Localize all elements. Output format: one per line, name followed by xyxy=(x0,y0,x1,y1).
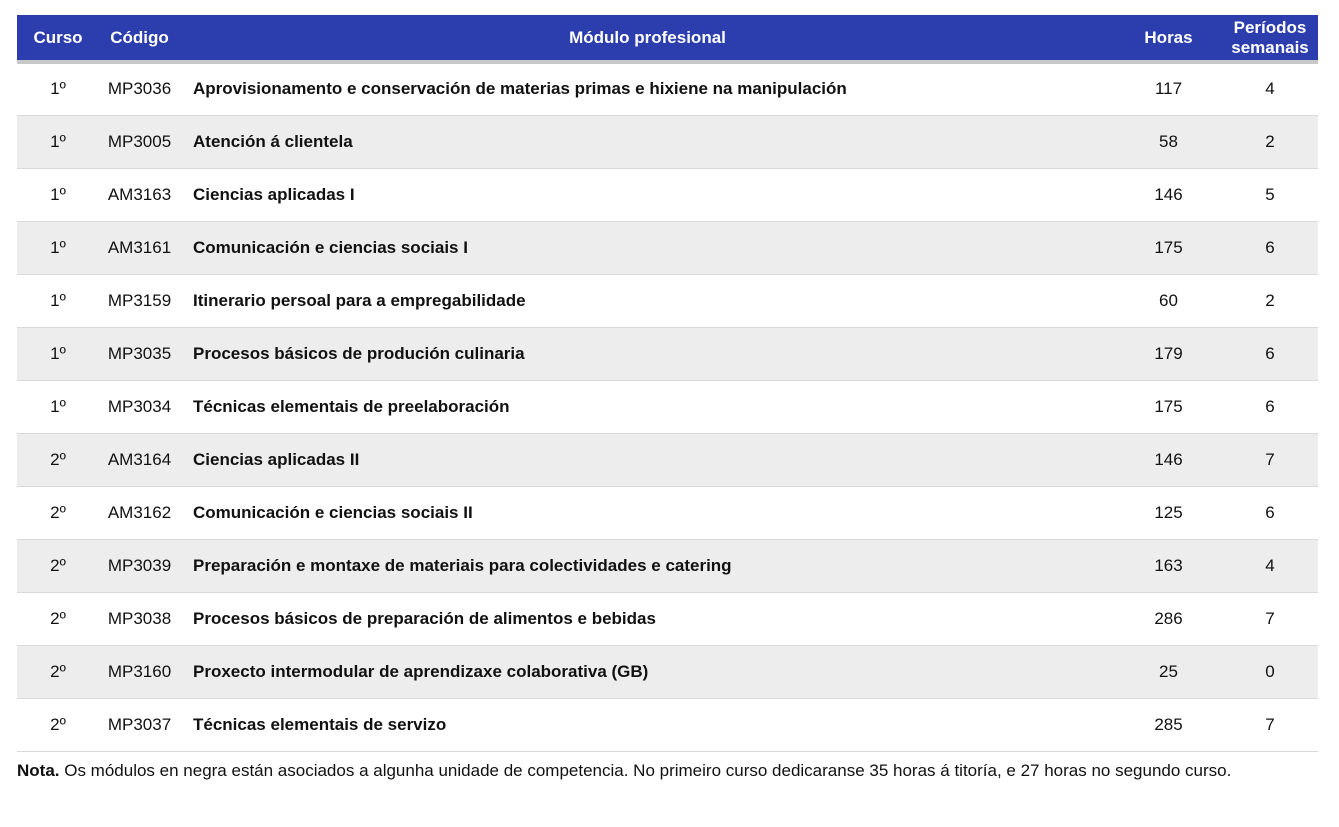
table-row xyxy=(17,486,1318,539)
cell-modulo: Preparación e montaxe de materiais para colectividades e catering xyxy=(180,539,1115,592)
cell-periodos: 7 xyxy=(1222,698,1318,751)
cell-curso: 1º xyxy=(17,380,99,433)
cell-modulo: Técnicas elementais de servizo xyxy=(180,698,1115,751)
table-row xyxy=(17,221,1318,274)
footnote-label: Nota. xyxy=(17,760,60,780)
cell-periodos: 0 xyxy=(1222,645,1318,698)
cell-curso: 1º xyxy=(17,62,99,115)
cell-curso: 2º xyxy=(17,592,99,645)
table-row xyxy=(17,380,1318,433)
footnote-text: Os módulos en negra están asociados a algunha unidade de competencia. No primeiro curso dedicaranse 35 horas á titoría, e 27 horas no segundo curso. xyxy=(59,760,1232,780)
cell-codigo: AM3164 xyxy=(99,433,180,486)
cell-modulo: Procesos básicos de preparación de alimentos e bebidas xyxy=(180,592,1115,645)
table-row xyxy=(17,115,1318,168)
header-row xyxy=(17,15,1318,62)
cell-horas: 163 xyxy=(1115,539,1222,592)
cell-codigo: MP3036 xyxy=(99,62,180,115)
cell-modulo: Atención á clientela xyxy=(180,115,1115,168)
cell-codigo: MP3038 xyxy=(99,592,180,645)
cell-periodos: 4 xyxy=(1222,539,1318,592)
cell-curso: 2º xyxy=(17,486,99,539)
cell-curso: 2º xyxy=(17,433,99,486)
cell-codigo: MP3037 xyxy=(99,698,180,751)
cell-horas: 175 xyxy=(1115,221,1222,274)
cell-codigo: AM3162 xyxy=(99,486,180,539)
cell-modulo: Aprovisionamento e conservación de materias primas e hixiene na manipulación xyxy=(180,62,1115,115)
cell-horas: 146 xyxy=(1115,168,1222,221)
table-body xyxy=(17,62,1318,751)
cell-codigo: MP3005 xyxy=(99,115,180,168)
cell-curso: 2º xyxy=(17,645,99,698)
cell-horas: 117 xyxy=(1115,62,1222,115)
cell-horas: 58 xyxy=(1115,115,1222,168)
cell-modulo: Itinerario persoal para a empregabilidade xyxy=(180,274,1115,327)
cell-modulo: Procesos básicos de produción culinaria xyxy=(180,327,1115,380)
cell-curso: 1º xyxy=(17,274,99,327)
cell-modulo: Ciencias aplicadas II xyxy=(180,433,1115,486)
table-header xyxy=(17,15,1318,62)
cell-codigo: MP3039 xyxy=(99,539,180,592)
table-row xyxy=(17,539,1318,592)
modules-table xyxy=(17,15,1318,752)
cell-modulo: Comunicación e ciencias sociais II xyxy=(180,486,1115,539)
cell-horas: 60 xyxy=(1115,274,1222,327)
cell-codigo: AM3163 xyxy=(99,168,180,221)
table-row xyxy=(17,327,1318,380)
table-row xyxy=(17,62,1318,115)
cell-curso: 2º xyxy=(17,539,99,592)
cell-horas: 175 xyxy=(1115,380,1222,433)
cell-periodos: 2 xyxy=(1222,115,1318,168)
footnote xyxy=(17,758,1322,783)
table-row xyxy=(17,274,1318,327)
cell-periodos: 2 xyxy=(1222,274,1318,327)
cell-modulo: Ciencias aplicadas I xyxy=(180,168,1115,221)
cell-curso: 1º xyxy=(17,327,99,380)
cell-periodos: 6 xyxy=(1222,486,1318,539)
col-header-periodos-semanais: Períodos semanais xyxy=(1222,15,1318,62)
cell-horas: 179 xyxy=(1115,327,1222,380)
col-header-modulo-profesional: Módulo profesional xyxy=(180,15,1115,62)
col-header-horas: Horas xyxy=(1115,15,1222,62)
cell-curso: 1º xyxy=(17,115,99,168)
cell-curso: 2º xyxy=(17,698,99,751)
cell-horas: 285 xyxy=(1115,698,1222,751)
cell-codigo: AM3161 xyxy=(99,221,180,274)
col-header-curso: Curso xyxy=(17,15,99,62)
table-row xyxy=(17,592,1318,645)
table-row xyxy=(17,698,1318,751)
cell-periodos: 6 xyxy=(1222,380,1318,433)
cell-codigo: MP3159 xyxy=(99,274,180,327)
cell-periodos: 4 xyxy=(1222,62,1318,115)
cell-periodos: 7 xyxy=(1222,433,1318,486)
cell-codigo: MP3034 xyxy=(99,380,180,433)
cell-horas: 25 xyxy=(1115,645,1222,698)
cell-codigo: MP3160 xyxy=(99,645,180,698)
table-row xyxy=(17,433,1318,486)
cell-horas: 125 xyxy=(1115,486,1222,539)
cell-modulo: Proxecto intermodular de aprendizaxe colaborativa (GB) xyxy=(180,645,1115,698)
cell-periodos: 5 xyxy=(1222,168,1318,221)
cell-modulo: Comunicación e ciencias sociais I xyxy=(180,221,1115,274)
cell-periodos: 7 xyxy=(1222,592,1318,645)
cell-modulo: Técnicas elementais de preelaboración xyxy=(180,380,1115,433)
cell-curso: 1º xyxy=(17,168,99,221)
cell-horas: 146 xyxy=(1115,433,1222,486)
cell-periodos: 6 xyxy=(1222,221,1318,274)
table-row xyxy=(17,645,1318,698)
cell-periodos: 6 xyxy=(1222,327,1318,380)
cell-curso: 1º xyxy=(17,221,99,274)
cell-codigo: MP3035 xyxy=(99,327,180,380)
col-header-codigo: Código xyxy=(99,15,180,62)
table-row xyxy=(17,168,1318,221)
cell-horas: 286 xyxy=(1115,592,1222,645)
